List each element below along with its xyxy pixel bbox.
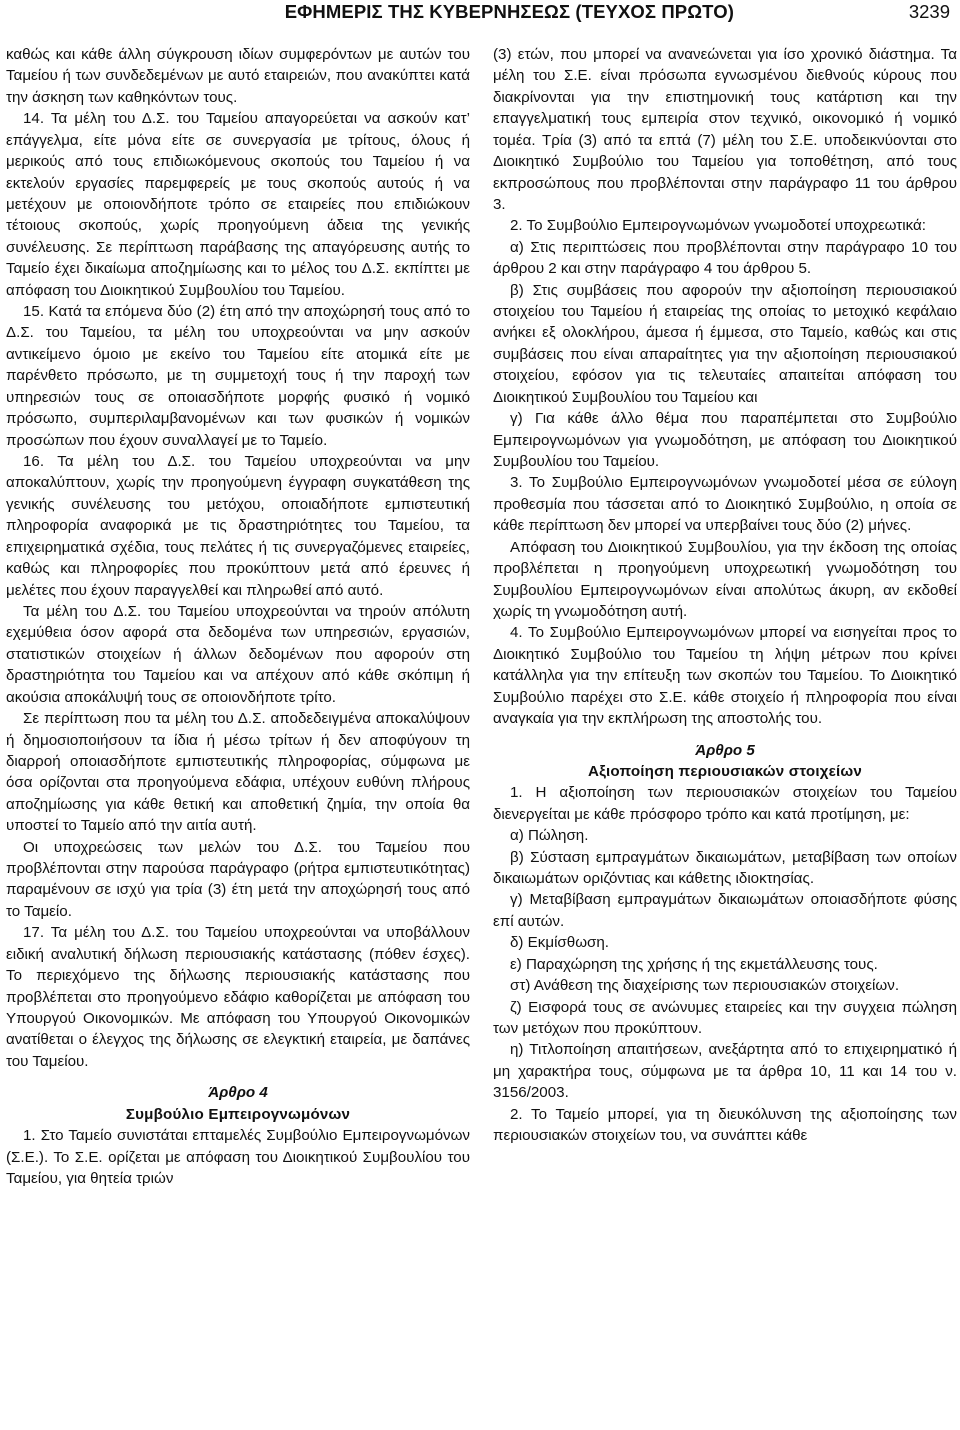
- article-5-number: Άρθρο 5: [695, 741, 755, 759]
- paragraph: Σε περίπτωση που τα μέλη του Δ.Σ. αποδεδειγμένα αποκαλύψουν ή δημοσιοποιήσουν τα ίδια ή μέσω τρίτων ή δεν αποφύγουν τη διαρροή οποιασδήποτε εμπιστευτικής πληροφορίας, σύμφωνα με όσα ορίζονται στα προηγούμενα εδάφια, υπέχουν ευθύνη πλήρους αποζημίωσης για κάθε θετική και αποθετική ζημία, την οποία θα υποστεί το Ταμείο από την αιτία αυτή.: [6, 710, 470, 835]
- paragraph: 3. Το Συμβούλιο Εμπειρογνωμόνων γνωμοδοτεί μέσα σε εύλογη προθεσμία που τάσσεται από το Διοικητικό Συμβούλιο, η οποία σε κάθε περίπτωση δεν μπορεί να υπερβαίνει τους δύο (2) μήνες.: [493, 474, 957, 535]
- article-4-title: Συμβούλιο Εμπειρογνωμόνων: [125, 1105, 351, 1123]
- paragraph: 15. Κατά τα επόμενα δύο (2) έτη από την αποχώρησή τους από το Δ.Σ. του Ταμείου, τα μέλη του υποχρεούνται να μην ασκούν αντικείμενο όμοιο με εκείνο του Ταμείου είτε ατομικά είτε με παρένθετο πρόσωπο, με τη συμμετοχή τους ή την παροχή των υπηρεσιών τους σε οποιασδήποτε μορφής φυσικό ή νομικό πρόσωπο, συμπεριλαμβανομένων και των φυσικών ή νομικών προσώπων που έχουν συναλλαγεί με το Ταμείο.: [6, 303, 470, 449]
- paragraph: καθώς και κάθε άλλη σύγκρουση ιδίων συμφερόντων με αυτών του Ταμείου ή των συνδεδεμένων με αυτό εταιρειών, που ανακύπτει κατά την άσκηση των καθηκόντων τους.: [6, 46, 470, 106]
- paragraph: 17. Τα μέλη του Δ.Σ. του Ταμείου υποχρεούνται να υποβάλλουν ειδική αναλυτική δήλωση περιουσιακής κατάστασης (πόθεν έσχες). Το περιεχόμενο της δήλωσης περιουσιακής κατάστασης που προβλέπεται στο προηγούμενο εδάφιο καθορίζεται με απόφαση του Υπουργού Οικονομικών. Με απόφαση του Υπουργού Οικονομικών ανατίθεται ο έλεγχος της δήλωσης σε ελεγκτική εταιρεία, με δαπάνες του Ταμείου.: [6, 924, 470, 1070]
- article-5-title: Αξιοποίηση περιουσιακών στοιχείων: [587, 762, 863, 780]
- paragraph: 14. Τα μέλη του Δ.Σ. του Ταμείου απαγορεύεται να ασκούν κατ’ επάγγελμα, είτε μόνα είτε σε συνεργασία με τρίτους, όλους ή μερικούς από τους επιδιωκόμενους σκοπούς του Ταμείου ή να εκτελούν εργασίες παρεμφερείς με τους σκοπούς αυτούς ή να μετέχουν με οποιονδήποτε τρόπο σε εταιρείες που επιδιώκουν τέτοιους σκοπούς, χωρίς προηγούμενη άδεια της γενικής συνέλευσης. Σε περίπτωση παράβασης της απαγόρευσης αυτής το Ταμείο έχει δικαίωμα αποζημίωσης και το μέλος του Δ.Σ. εκπίπτει με απόφαση του Διοικητικού Συμβουλίου του Ταμείου.: [6, 110, 470, 299]
- list-item: ε) Παραχώρηση της χρήσης ή της εκμετάλλευσης τους.: [510, 955, 878, 973]
- list-item: στ) Ανάθεση της διαχείρισης των περιουσιακών στοιχείων.: [510, 977, 900, 995]
- paragraph: 2. Το Συμβούλιο Εμπειρογνωμόνων γνωμοδοτεί υποχρεωτικά:: [510, 217, 926, 235]
- paragraph: Οι υποχρεώσεις των μελών του Δ.Σ. του Ταμείου που προβλέπονται στην παρούσα παράγραφο (ρήτρα εμπιστευτικότητας) παραμένουν σε ισχύ για τρία (3) έτη μετά την αποχώρησή τους από το Ταμείο.: [6, 838, 470, 920]
- article-4-number: Άρθρο 4: [208, 1084, 268, 1102]
- paragraph: 16. Τα μέλη του Δ.Σ. του Ταμείου υποχρεούνται να μην αποκαλύπτουν, χωρίς την προηγούμενη έγγραφη συγκατάθεση της γενικής συνέλευσης του μετόχου, οποιαδήποτε εμπιστευτική πληροφορία αναφορικά με τις δραστηριότητες του Ταμείου, τα επιχειρηματικά σχέδια, τους πελάτες ή τις συνεργαζόμενες εταιρείες, καθώς και πληροφορίες που προκύπτουν μετά από έρευνες ή μελέτες που έχουν παραγγελθεί και πληρωθεί από αυτό.: [6, 453, 470, 599]
- page-header: [0, 0, 960, 32]
- paragraph: 4. Το Συμβούλιο Εμπειρογνωμόνων μπορεί να εισηγείται προς το Διοικητικό Συμβούλιο του Ταμείου τη λήψη μέτρων που κρίνει κατάλληλα για την επίτευξη των σκοπών του Ταμείου. Το Διοικητικό Συμβούλιο παρέχει στο Σ.Ε. κάθε στοιχείο ή πληροφορία που είναι αναγκαία για την εκπλήρωση της αποστολής του.: [493, 624, 957, 728]
- list-item: ζ) Εισφορά τους σε ανώνυμες εταιρείες και την συγχεια πώληση των μετόχων που προκύπτουν.: [493, 998, 957, 1037]
- paragraph: Απόφαση του Διοικητικού Συμβουλίου, για την έκδοση της οποίας προβλέπεται η προηγούμενη υποχρεωτική γνωμοδότηση του Συμβουλίου Εμπειρογνωμόνων είναι απολύτως άκυρη, αν εκδοθεί χωρίς τη γνωμοδότηση αυτή.: [493, 538, 957, 620]
- list-item: α) Πώληση.: [510, 827, 589, 845]
- list-item: δ) Εκμίσθωση.: [510, 934, 609, 952]
- left-column: [6, 44, 470, 1189]
- paragraph: β) Στις συμβάσεις που αφορούν την αξιοποίηση περιουσιακού στοιχείου του Ταμείου ή εταιρείας της οποίας το μετοχικό κεφάλαιο ανήκει εξ ολοκλήρου, άμεσα ή έμμεσα, στο Ταμείο, καθώς και στις συμβάσεις που είναι απαραίτητες για την αξιοποίηση περιουσιακού στοιχείου, εφόσον για τις τελευταίες απαιτείται απόφαση του Διοικητικού Συμβουλίου του Ταμείου και: [493, 281, 957, 406]
- paragraph: 1. Στο Ταμείο συνιστάται επταμελές Συμβούλιο Εμπειρογνωμόνων (Σ.Ε.). Το Σ.Ε. ορίζεται με απόφαση του Διοικητικού Συμβουλίου του Ταμείου, για θητεία τριών: [6, 1127, 470, 1187]
- paragraph: (3) ετών, που μπορεί να ανανεώνεται για ίσο χρονικό διάστημα. Τα μέλη του Σ.Ε. είναι πρόσωπα εγνωσμένου διεθνούς κύρους που διακρίνονται για την επιστημονική τους κατάρτιση και την επαγγελματική τους εμπειρία στον τεχνικό, οικονομικό ή νομικό τομέα. Τρία (3) από τα επτά (7) μέλη του Σ.Ε. υποδεικνύονται στο Διοικητικό Συμβούλιο του Ταμείου για τοποθέτηση, από τους εκπροσώπους που προβλέπονται στην παράγραφο 11 του άρθρου 3.: [493, 46, 957, 213]
- paragraph: α) Στις περιπτώσεις που προβλέπονται στην παράγραφο 10 του άρθρου 2 και στην παράγραφο 4 του άρθρου 5.: [493, 238, 957, 278]
- paragraph: Τα μέλη του Δ.Σ. του Ταμείου υποχρεούνται να τηρούν απόλυτη εχεμύθεια όσον αφορά στα δεδομένα των υπηρεσιών, εργασιών, στατιστικών στοιχείων ή άλλων δεδομένων που αφορούν στη δραστηριότητα του Ταμείου και να απέχουν από κάθε σκόπιμη ή ακούσια αποκάλυψή τους σε οποιονδήποτε τρίτο.: [6, 602, 470, 706]
- paragraph: 2. Το Ταμείο μπορεί, για τη διευκόλυνση της αξιοποίησης των περιουσιακών στοιχείων του, να συνάπτει κάθε: [493, 1105, 957, 1145]
- list-item: η) Τιτλοποίηση απαιτήσεων, ανεξάρτητα από το επιχειρηματικό ή μη χαρακτήρα τους, σύμφωνα με τα άρθρα 10, 11 και 14 του ν. 3156/2003.: [493, 1041, 957, 1102]
- list-item: γ) Μεταβίβαση εμπραγμάτων δικαιωμάτων οποιασδήποτε φύσης επί αυτών.: [493, 891, 957, 930]
- paragraph: γ) Για κάθε άλλο θέμα που παραπέμπεται στο Συμβούλιο Εμπειρογνωμόνων για γνωμοδότηση, με απόφαση του Διοικητικού Συμβουλίου του Ταμείου.: [493, 410, 957, 471]
- page-number: 3239: [908, 1, 950, 22]
- list-item: β) Σύσταση εμπραγμάτων δικαιωμάτων, μεταβίβαση των οποίων δικαιωμάτων οριζόντιας και κάθετης ιδιοκτησίας.: [493, 848, 957, 888]
- right-column: [493, 44, 957, 1147]
- paragraph: 1. Η αξιοποίηση των περιουσιακών στοιχείων του Ταμείου διενεργείται με κάθε πρόσφορο τρόπο και κατά προτίμηση, με:: [493, 784, 957, 823]
- journal-title: ΕΦΗΜΕΡΙΣ ΤΗΣ ΚΥΒΕΡΝΗΣΕΩΣ (ΤΕΥΧΟΣ ΠΡΩΤΟ): [284, 1, 734, 22]
